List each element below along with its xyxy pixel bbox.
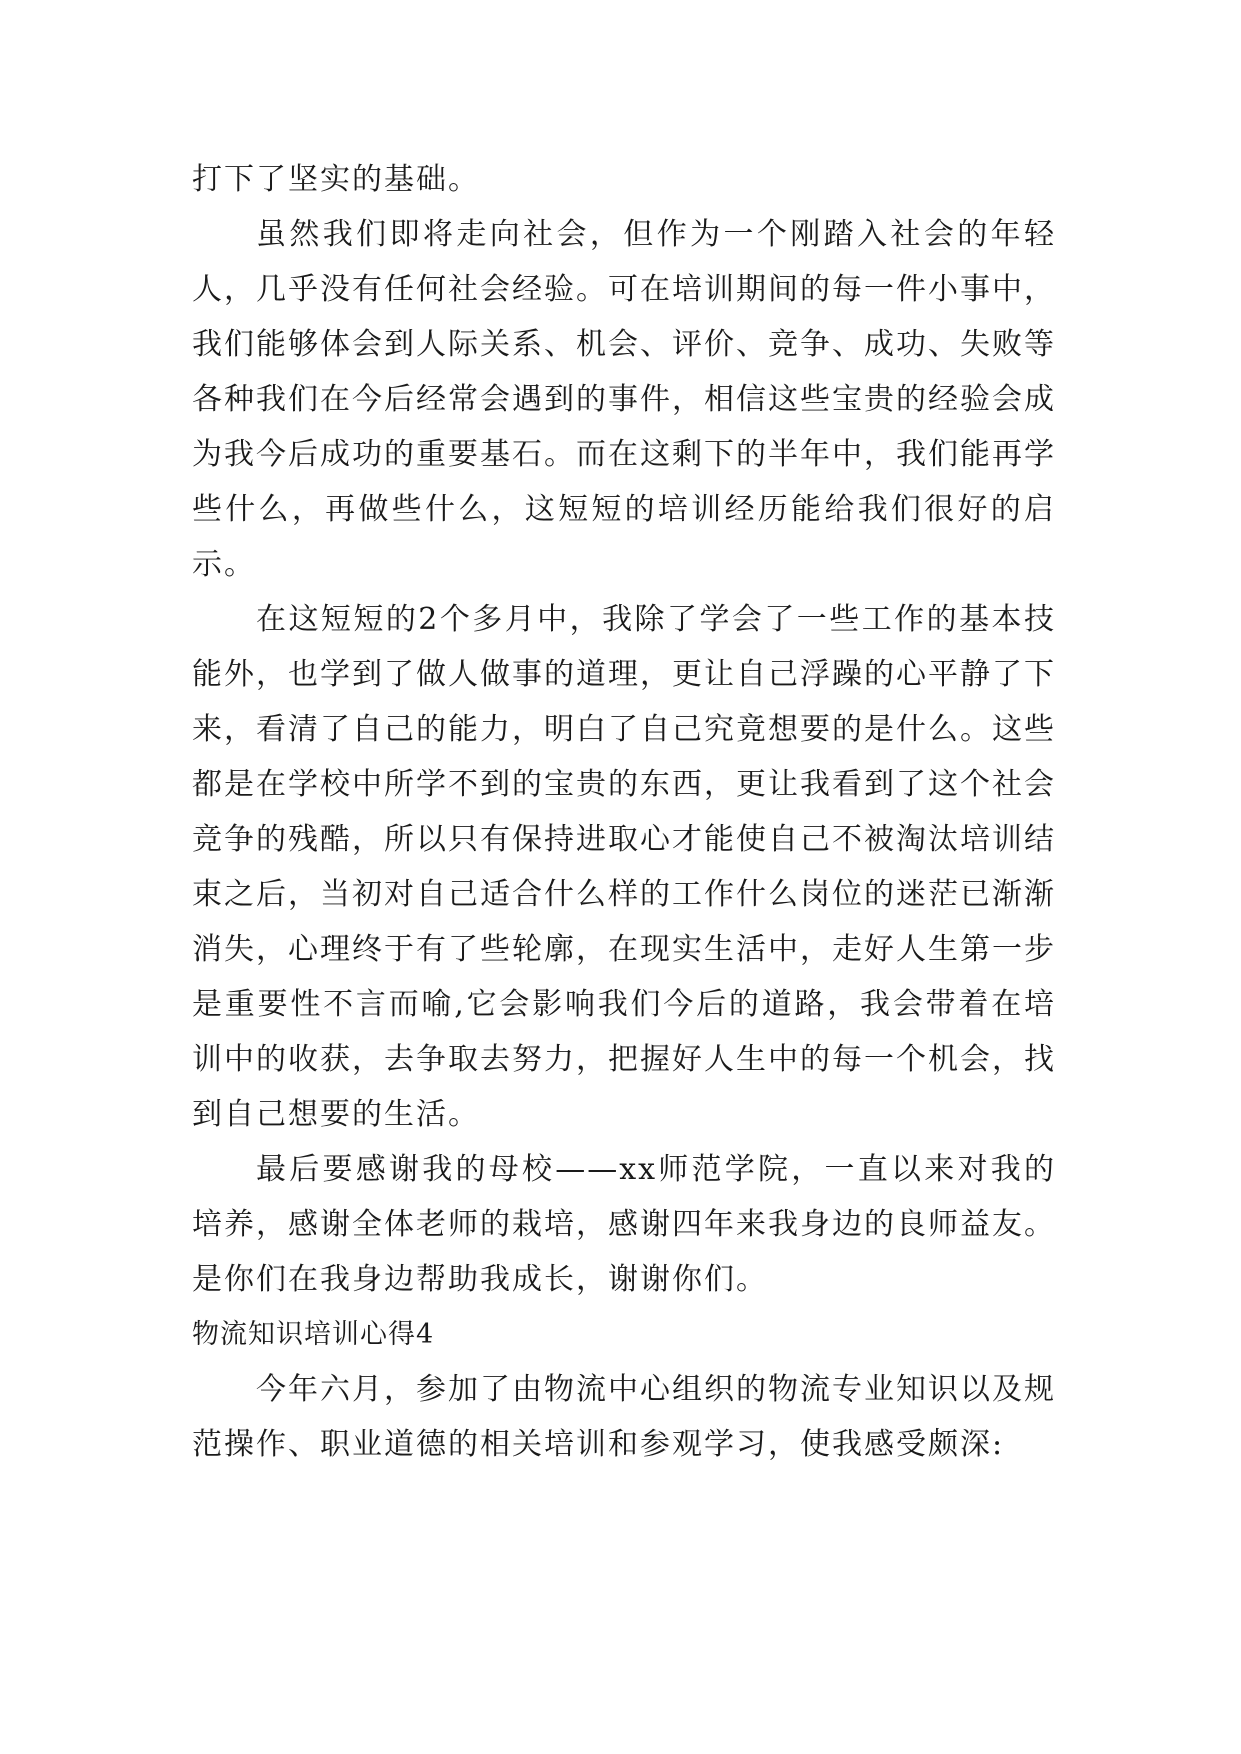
paragraph-society: 虽然我们即将走向社会，但作为一个刚踏入社会的年轻人，几乎没有任何社会经验。可在培训期间的每一件小事中，我们能够体会到人际关系、机会、评价、竞争、成功、失败等各种我们在今后经常会遇到的事件，相信这些宝贵的经验会成为我今后成功的重要基石。而在这剩下的半年中，我们能再学些什么，再做些什么，这短短的培训经历能给我们很好的启示。	[192, 217, 1056, 582]
paragraph-two-months: 在这短短的2个多月中，我除了学会了一些工作的基本技能外，也学到了做人做事的道理，更让自己浮躁的心平静了下来，看清了自己的能力，明白了自己究竟想要的是什么。这些都是在学校中所学不到的宝贵的东西，更让我看到了这个社会竞争的残酷，所以只有保持进取心才能使自己不被淘汰培训结束之后，当初对自己适合什么样的工作什么岗位的迷茫已渐渐消失，心理终于有了些轮廓，在现实生活中，走好人生第一步是重要性不言而喻,它会影响我们今后的道路，我会带着在培训中的收获，去争取去努力，把握好人生中的每一个机会，找到自己想要的生活。	[192, 602, 1056, 1132]
paragraph-continuation: 打下了坚实的基础。	[192, 162, 480, 197]
paragraph-thanks: 最后要感谢我的母校——xx师范学院，一直以来对我的培养，感谢全体老师的栽培，感谢四年来我身边的良师益友。是你们在我身边帮助我成长，谢谢你们。	[192, 1152, 1056, 1297]
paragraph-june-training: 今年六月，参加了由物流中心组织的物流专业知识以及规范操作、职业道德的相关培训和参观学习，使我感受颇深:	[192, 1372, 1056, 1462]
section-heading: 物流知识培训心得4	[192, 1319, 435, 1350]
document-body	[192, 152, 1056, 1472]
